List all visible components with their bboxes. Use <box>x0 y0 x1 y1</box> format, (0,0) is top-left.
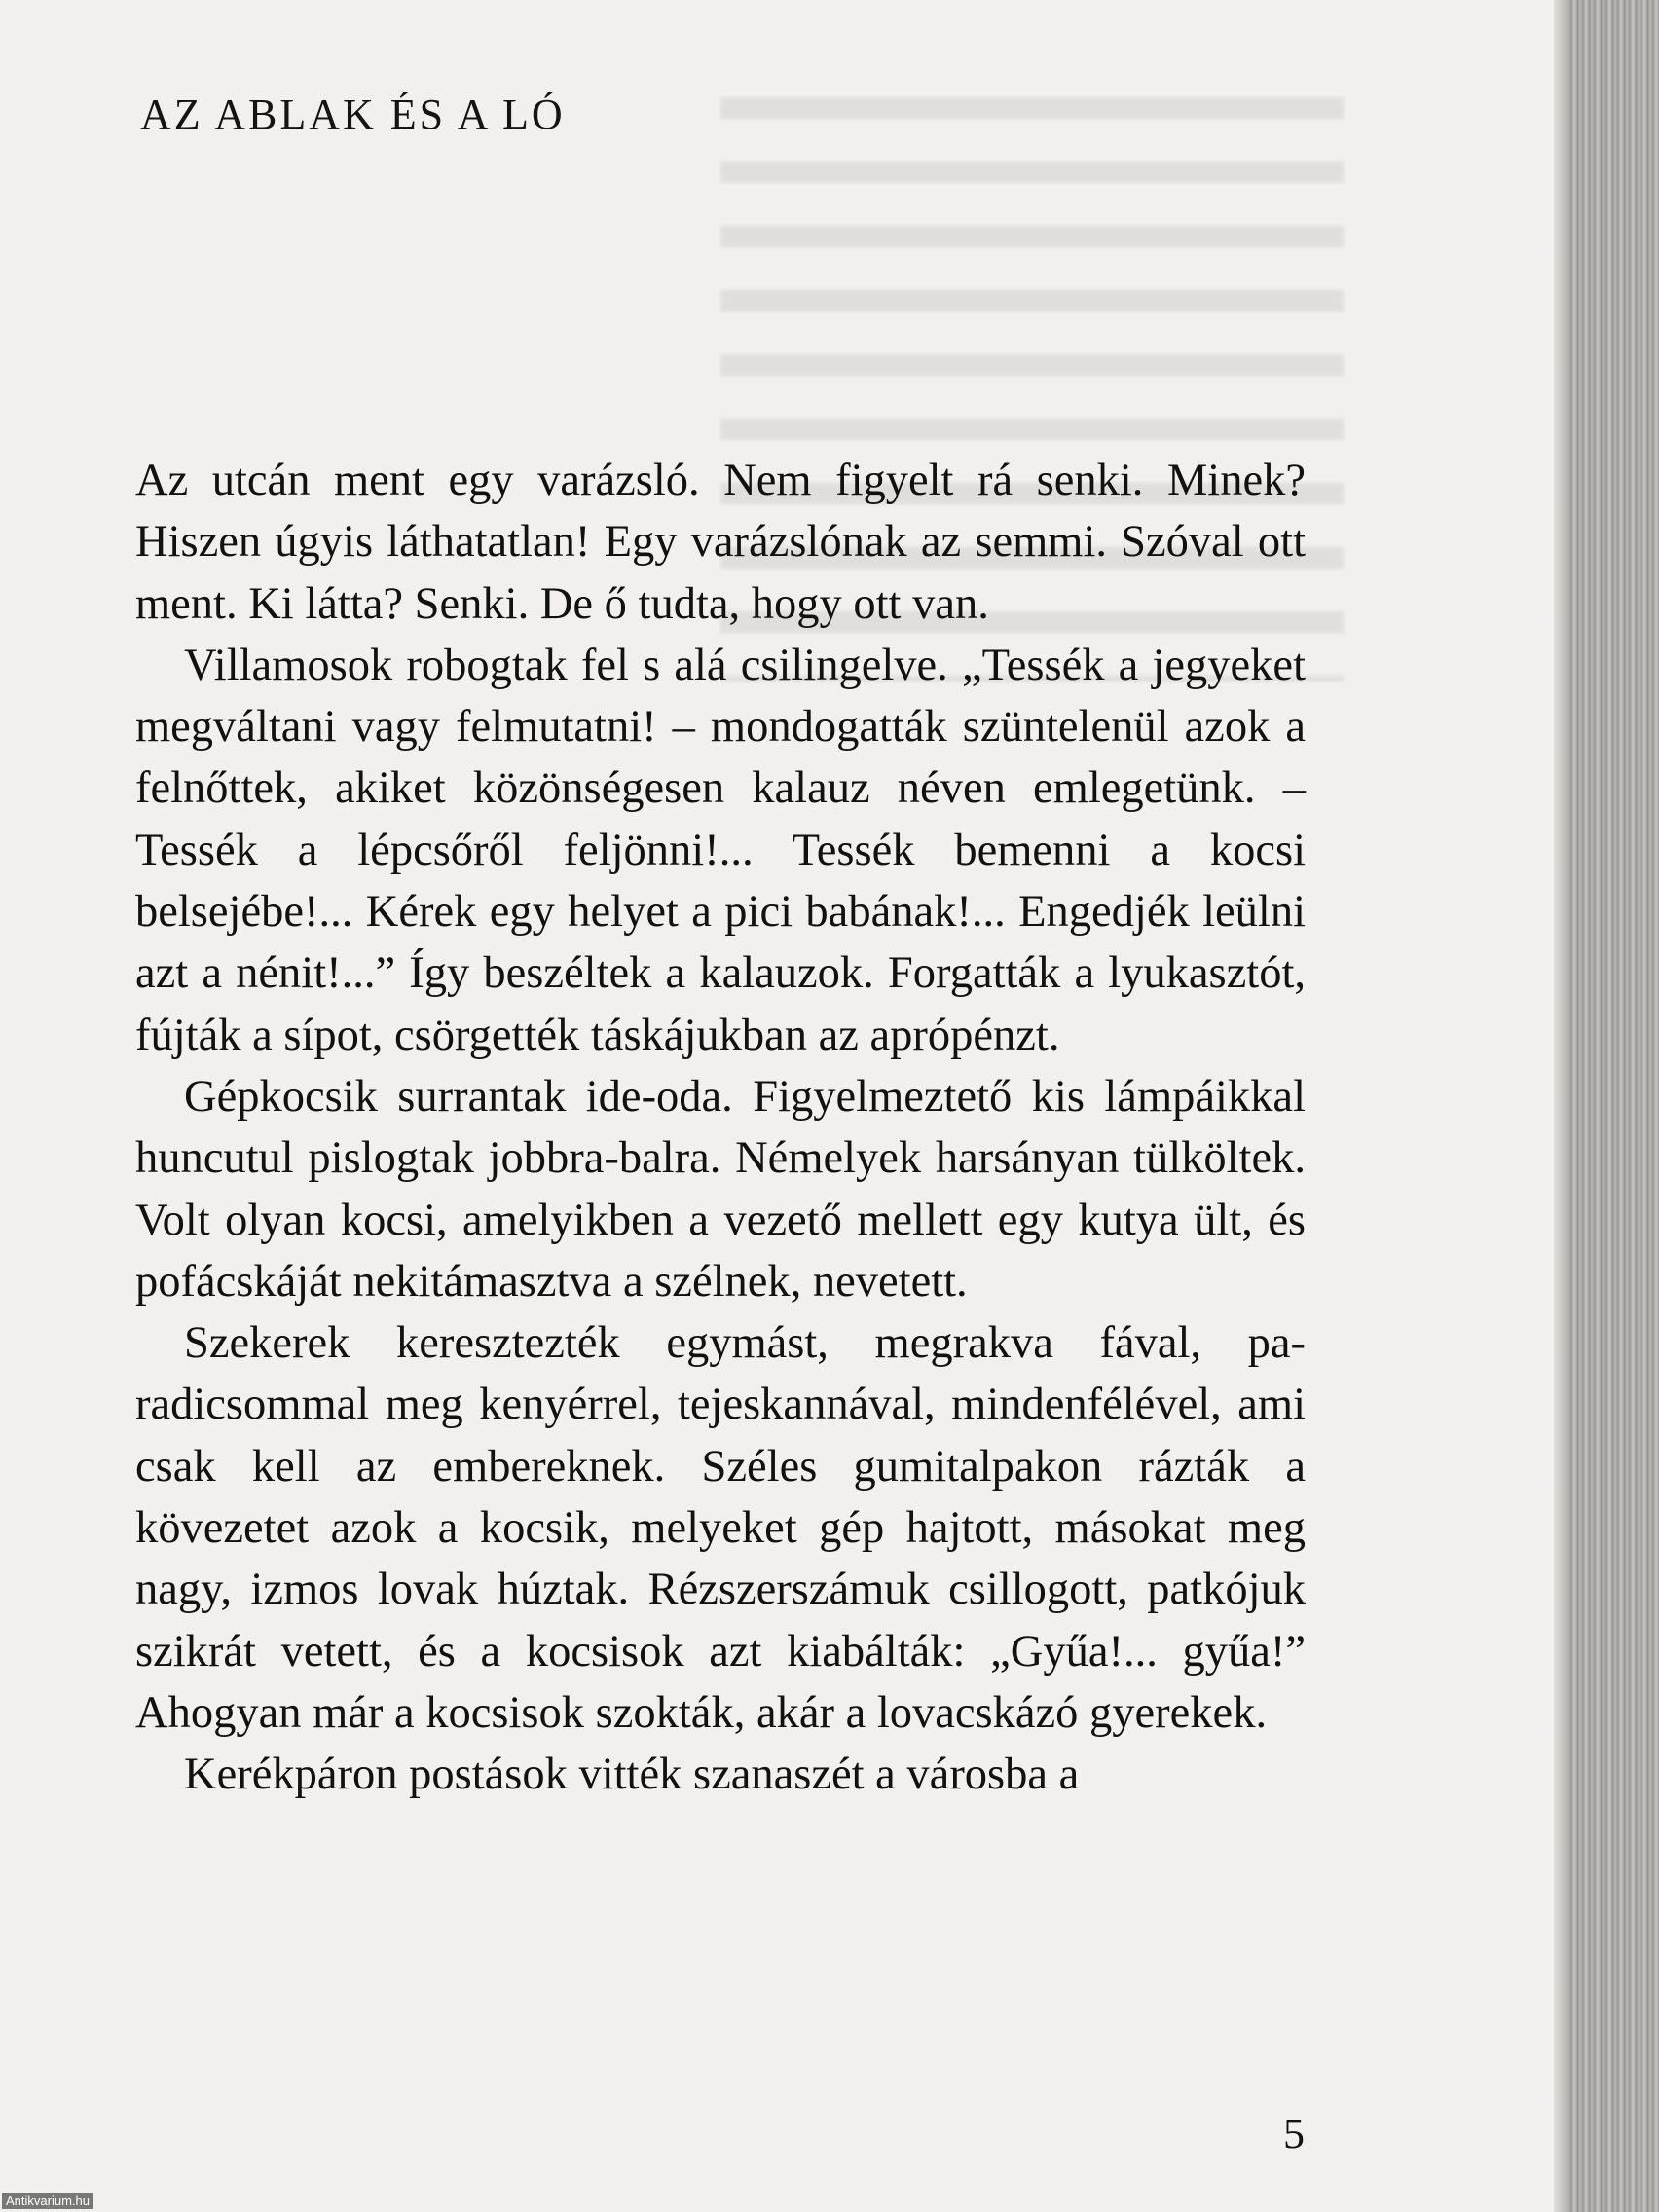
chapter-title: AZ ABLAK ÉS A LÓ <box>140 91 566 138</box>
watermark: Antikvarium.hu <box>2 2193 93 2209</box>
paragraph: Gépkocsik surrantak ide-oda. Figyelmeztető kis lámpáikkal huncutul pislogtak jobbra-balra. Némelyek harsányan tülköltek. Volt olyan kocsi, amelyikben a vezető mellett egy kutya ült, és pofácskáját nekitámasztva a szélnek, nevetett. <box>135 1071 1306 1307</box>
body-text <box>135 450 1306 1806</box>
page-number: 5 <box>1283 2110 1305 2157</box>
paragraph: Kerékpáron postások vitték szanaszét a városba a <box>184 1750 1080 1800</box>
paragraph: Szekerek keresztezték egymást, megrakva fával, paradicsommal meg kenyérrel, tejeskannával, mindenfélével, ami csak kell az embereknek. Széles gumitalpakon rázták a kövezetet azok a kocsik, melyeket gép hajtott, másokat meg nagy, izmos lovak húztak. Rézszerszámuk csillogott, patkójuk szikrát vetett, és a kocsisok azt kiabálták: „Gyűa!... gyűa!” Ahogyan már a kocsisok szokták, akár a lovacskázó gyerekek. <box>135 1318 1306 1738</box>
page-edge-stack <box>1554 0 1659 2212</box>
paragraph: Villamosok robogtak fel s alá csilingelve. „Tessék a jegyeket megváltani vagy felmutatni! – mondogatták szüntelenül azok a felnőttek, akiket közönségesen kalauz néven emlegetünk. – Tessék a lépcsőről feljönni!... Tessék bemenni a kocsi belsejébe!... Kérek egy helyet a pici babának!... Engedjék leülni azt a nénit!...” Így beszéltek a kalauzok. Forgatták a lyukasztót, fújták a sípot, csörgették táskájukban az aprópénzt. <box>135 640 1306 1060</box>
paragraph: Az utcán ment egy varázsló. Nem figyelt rá senki. Minek? Hiszen úgyis láthatatlan! Egy varázslónak az semmi. Szóval ott ment. Ki látta? Senki. De ő tudta, hogy ott van. <box>135 456 1306 629</box>
